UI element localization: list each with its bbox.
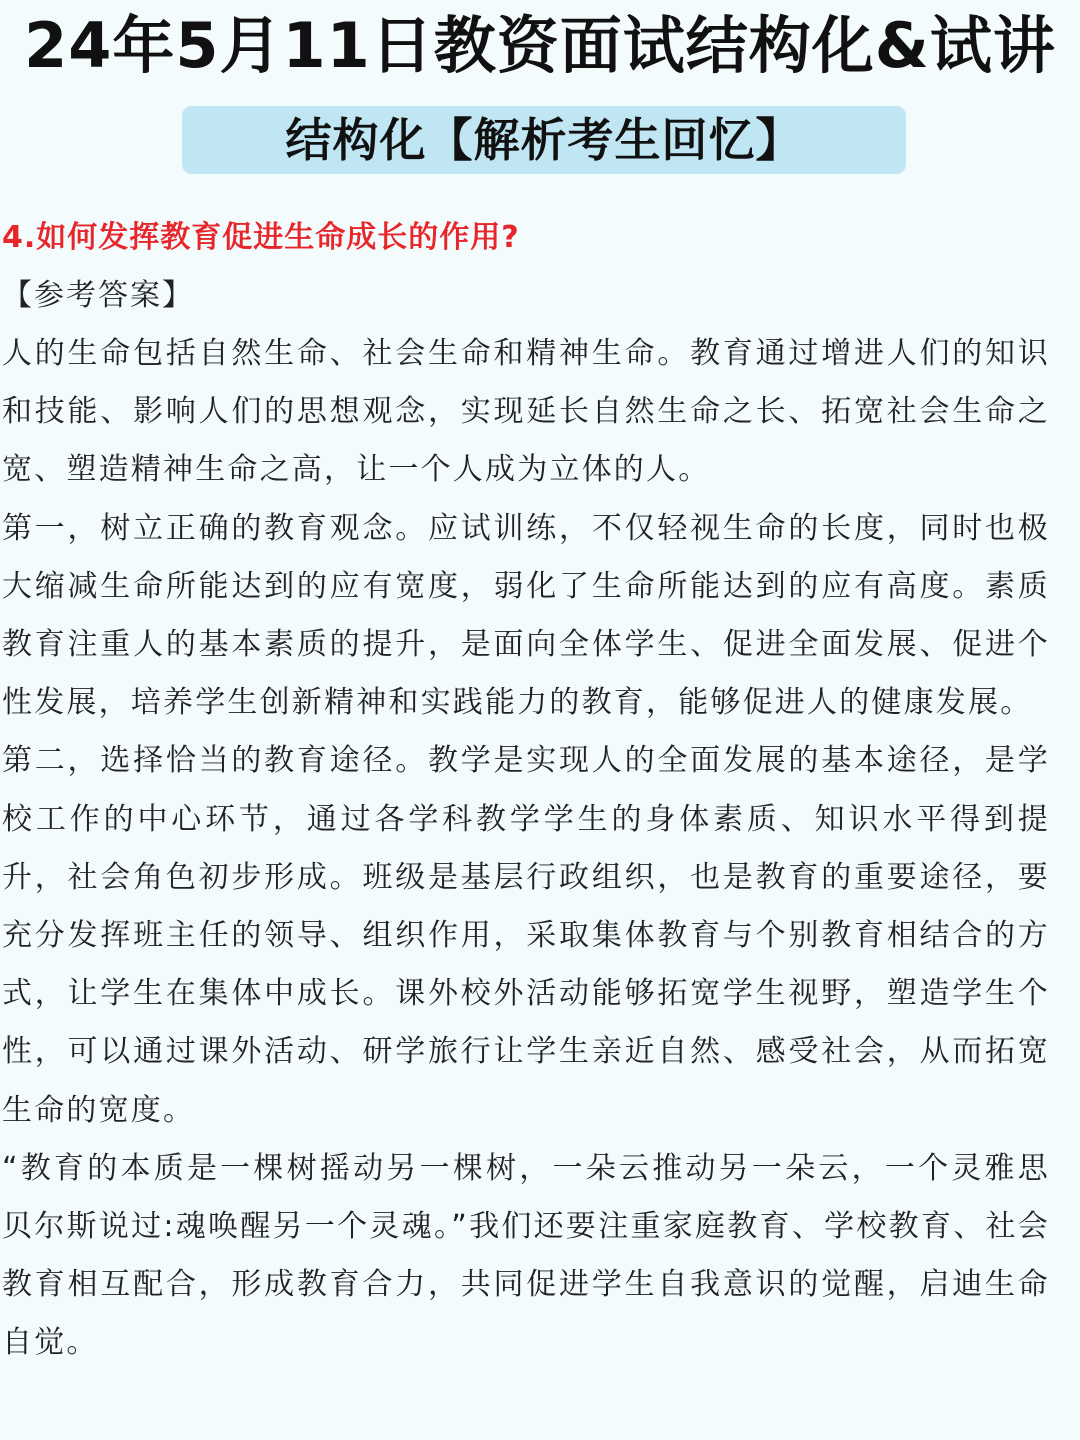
subtitle-text: 结构化【解析考生回忆】 <box>285 113 803 167</box>
answer-label: 【参考答案】 <box>2 278 194 313</box>
page-title: 24年5月11日教资面试结构化&试讲 <box>24 9 1056 82</box>
article-body <box>2 209 1050 1373</box>
question-heading: 4.如何发挥教育促进生命成长的作用? <box>2 220 520 255</box>
paragraph-second-point: 第二，选择恰当的教育途径。教学是实现人的全面发展的基本途径，是学校工作的中心环节，通过各学科教学学生的身体素质、知识水平得到提升，社会角色初步形成。班级是基层行政组织，也是教育的重要途径，要充分发挥班主任的领导、组织作用，采取集体教育与个别教育相结合的方式，让学生在集体中成长。课外校外活动能够拓宽学生视野，塑造学生个性，可以通过课外活动、研学旅行让学生亲近自然、感受社会，从而拓宽生命的宽度。 <box>2 743 1050 1128</box>
paragraph-intro: 人的生命包括自然生命、社会生命和精神生命。教育通过增进人们的知识和技能、影响人们的思想观念，实现延长自然生命之长、拓宽社会生命之宽、塑造精神生命之高，让一个人成为立体的人。 <box>2 336 1050 488</box>
subtitle-banner <box>182 106 906 174</box>
paragraph-first-point: 第一，树立正确的教育观念。应试训练，不仅轻视生命的长度，同时也极大缩减生命所能达到的应有宽度，弱化了生命所能达到的应有高度。素质教育注重人的基本素质的提升，是面向全体学生、促进全面发展、促进个性发展，培养学生创新精神和实践能力的教育，能够促进人的健康发展。 <box>2 510 1050 721</box>
paragraph-quote: “教育的本质是一棵树摇动另一棵树，一朵云推动另一朵云，一个灵雅思贝尔斯说过:魂唤醒另一个灵魂。”我们还要注重家庭教育、学校教育、社会教育相互配合，形成教育合力，共同促进学生自我意识的觉醒，启迪生命自觉。 <box>2 1150 1050 1361</box>
